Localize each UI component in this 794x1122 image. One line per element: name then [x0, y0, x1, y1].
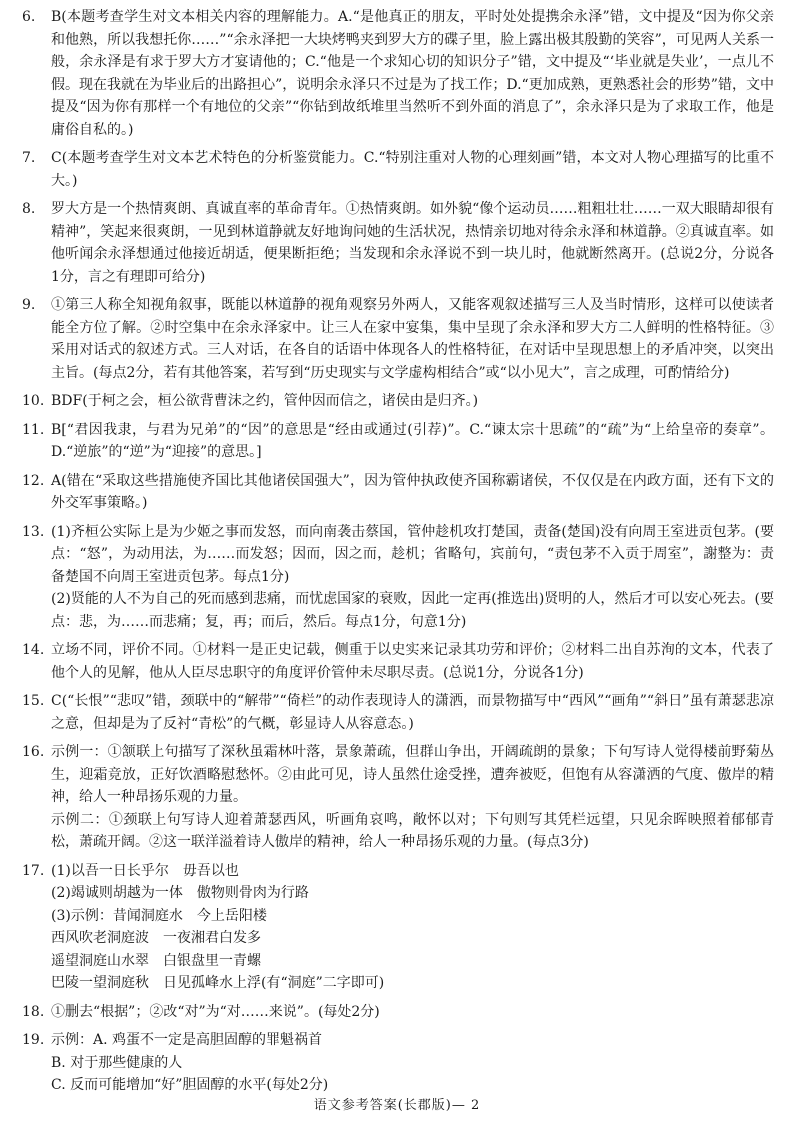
answer-line: (1)以吾一日长乎尔 毋吾以也 — [51, 862, 239, 879]
answer-item — [22, 860, 774, 995]
question-number: 10. — [22, 393, 45, 409]
answer-text: B(本题考查学生对文本相关内容的理解能力。A.“是他真正的朋友，平时处处提携余永泽”错，文中提及“因为你父亲和他熟，所以我想托你……”“余永泽把一大块烤鸭夹到罗大方的碟子里，脸上露出极其殷勤的笑容”，可见两人关系一般，余永泽是有求于罗大方才宴请他的；C.“他是一个求知心切的知识分子”错，文中提及“‘毕业就是失业’，一点儿不假。现在我就在为毕业后的出路担心”，说明余永泽只不过是为了找工作；D.“更加成熟，更熟悉社会的形势”错，文中提及“因为你有那样一个有地位的父亲”“你钻到故纸堆里当然听不到外面的消息了”，余永泽只是为了求取工作，他是庸俗自私的。) — [51, 9, 774, 138]
question-number: 6. — [22, 9, 36, 25]
question-number: 11. — [22, 421, 45, 438]
answer-line: 西风吹老洞庭波 一夜湘君白发多 — [51, 930, 261, 946]
answer-line: (2)贤能的人不为自己的死而感到悲痛，而忧虑国家的衰败，因此一定再(推选出)贤明的人，然后才可以安心死去。(要点：悲，为……而悲痛；复，再；而后，然后。每点1分，句意1分) — [51, 591, 774, 630]
answer-line: (2)竭诚则胡越为一体 傲物则骨肉为行路 — [51, 885, 309, 901]
answer-item — [22, 521, 774, 634]
question-number: 8. — [22, 201, 36, 217]
answer-item — [22, 741, 774, 854]
answer-item — [22, 419, 774, 464]
answer-item — [22, 147, 774, 192]
answer-item — [22, 198, 774, 288]
answer-text: 罗大方是一个热情爽朗、真诚直率的革命青年。①热情爽朗。如外貌“像个运动员……粗粗壮壮……一双大眼睛却很有精神”，笑起来很爽朗，一见到林道静就友好地询问她的生活状况，热情亲切地对待余永泽和林道静。②真诚直率。如他听闻余永泽想通过他接近胡适，便果断拒绝；当发现和余永泽说不到一块儿时，他就断然离开。(总说2分，分说各1分，言之有理即可给分) — [51, 201, 774, 285]
answer-item — [22, 470, 774, 515]
answer-text: 立场不同，评价不同。①材料一是正史记载，侧重于以史实来记录其功劳和评价；②材料二出自苏洵的文本，代表了他个人的见解，他从人臣尽忠职守的角度评价管仲未尽职尽责。(总说1分，分说各1分) — [51, 642, 774, 681]
answer-item — [22, 1001, 774, 1024]
answer-line: B. 对于那些健康的人 — [51, 1054, 183, 1071]
answer-list — [22, 6, 774, 1097]
question-number: 14. — [22, 642, 45, 658]
answer-text: C(“长恨”“悲叹”错，颈联中的“解带”“倚栏”的动作表现诗人的潇洒，而景物描写中“西风”“画角”“斜日”虽有萧瑟悲凉之意，但却是为了反衬“青松”的气概，彰显诗人从容意态。) — [51, 693, 774, 732]
answer-line: (3)示例：昔闻洞庭水 今上岳阳楼 — [51, 907, 267, 924]
question-number: 9. — [22, 297, 36, 313]
question-number: 15. — [22, 693, 45, 709]
question-number: 16. — [22, 744, 45, 760]
answer-line: 示例一：①颔联上句描写了深秋虽霜林叶落，景象萧疏，但群山争出，开阔疏朗的景象；下句写诗人觉得楼前野菊丛生，迎霜竞放，正好饮酒略慰愁怀。②由此可见，诗人虽然仕途受挫，遭奔被贬，但饱有从容潇洒的气度、傲岸的精神，给人一种昂扬乐观的力量。 — [51, 744, 774, 805]
answer-line: 巴陵一望洞庭秋 日见孤峰水上浮(有“洞庭”二字即可) — [51, 975, 385, 991]
answer-item — [22, 390, 774, 413]
answer-line: (1)齐桓公实际上是为少姬之事而发怒，而向南袭击蔡国，管仲趁机攻打楚国，责备(楚国)没有向周王室进贡包茅。(要点：“怒”，为动用法，为……而发怒；因而，因之而，趁机；省略句，宾前句，“责包茅不入贡于周室”，謝整为：责备楚国不向周王室进贡包茅。每点1分) — [51, 523, 774, 585]
answer-text: C(本题考查学生对文本艺术特色的分析鉴赏能力。C.“特别注重对人物的心理刻画”错，本文对人物心理描写的比重不大。) — [51, 150, 774, 189]
page-footer: 语文参考答案(长郡版)— 2 — [313, 1098, 481, 1113]
answer-line: 遥望洞庭山水翠 白银盘里一青螺 — [51, 952, 261, 969]
answer-item — [22, 6, 774, 141]
answer-text: B[“君因我隶，与君为兄弟”的“因”的意思是“经由或通过(引荐)”。C.“谏太宗十思疏”的“疏”为“上给皇帝的奏章”。D.“逆旅”的“逆”为“迎接”的意思。] — [51, 421, 774, 460]
answer-line: 示例：A. 鸡蛋不一定是高胆固醇的罪魁祸首 — [51, 1032, 323, 1048]
answer-item — [22, 639, 774, 684]
question-number: 13. — [22, 523, 45, 540]
answer-item — [22, 294, 774, 384]
question-number: 18. — [22, 1003, 45, 1020]
question-number: 17. — [22, 862, 45, 879]
answer-item — [22, 690, 774, 735]
answer-line: C. 反而可能增加“好”胆固醇的水平(每处2分) — [51, 1077, 329, 1093]
answer-line: 示例二：①颈联上句写诗人迎着萧瑟西风，听画角哀鸣，敞怀以对；下句则写其凭栏远望，只见余晖映照着郁郁青松，萧疏开阔。②这一联洋溢着诗人傲岸的精神，给人一种昂扬乐观的力量。(每点3分) — [51, 811, 774, 850]
answer-text: A(错在“采取这些措施使齐国比其他诸侯国强大”，因为管仲执政使齐国称霸诸侯，不仅仅是在内政方面，还有下文的外交军事策略。) — [51, 472, 774, 511]
answer-text: ①第三人称全知视角叙事，既能以林道静的视角观察另外两人，又能客观叙述描写三人及当时情形，这样可以使读者能全方位了解。②时空集中在余永泽家中。让三人在家中宴集，集中呈现了余永泽和罗大方二人鲜明的性格特征。③采用对话式的叙述方式。三人对话，在各自的话语中体现各人的性格特征，在对话中呈现思想上的矛盾冲突，以突出主旨。(每点2分，若有其他答案，若写到“历史现实与文学虚构相结合”或“以小见大”，言之成理，可酌情给分) — [51, 297, 774, 381]
question-number: 12. — [22, 472, 45, 489]
answer-text: BDF(于柯之会，桓公欲背曹沫之约，管仲因而信之，诸侯由是归齐。) — [51, 393, 479, 409]
answer-text: ①删去“根据”；②改“对”为“对……来说”。(每处2分) — [51, 1003, 380, 1020]
question-number: 19. — [22, 1032, 45, 1048]
question-number: 7. — [22, 150, 36, 166]
answer-item — [22, 1029, 774, 1097]
